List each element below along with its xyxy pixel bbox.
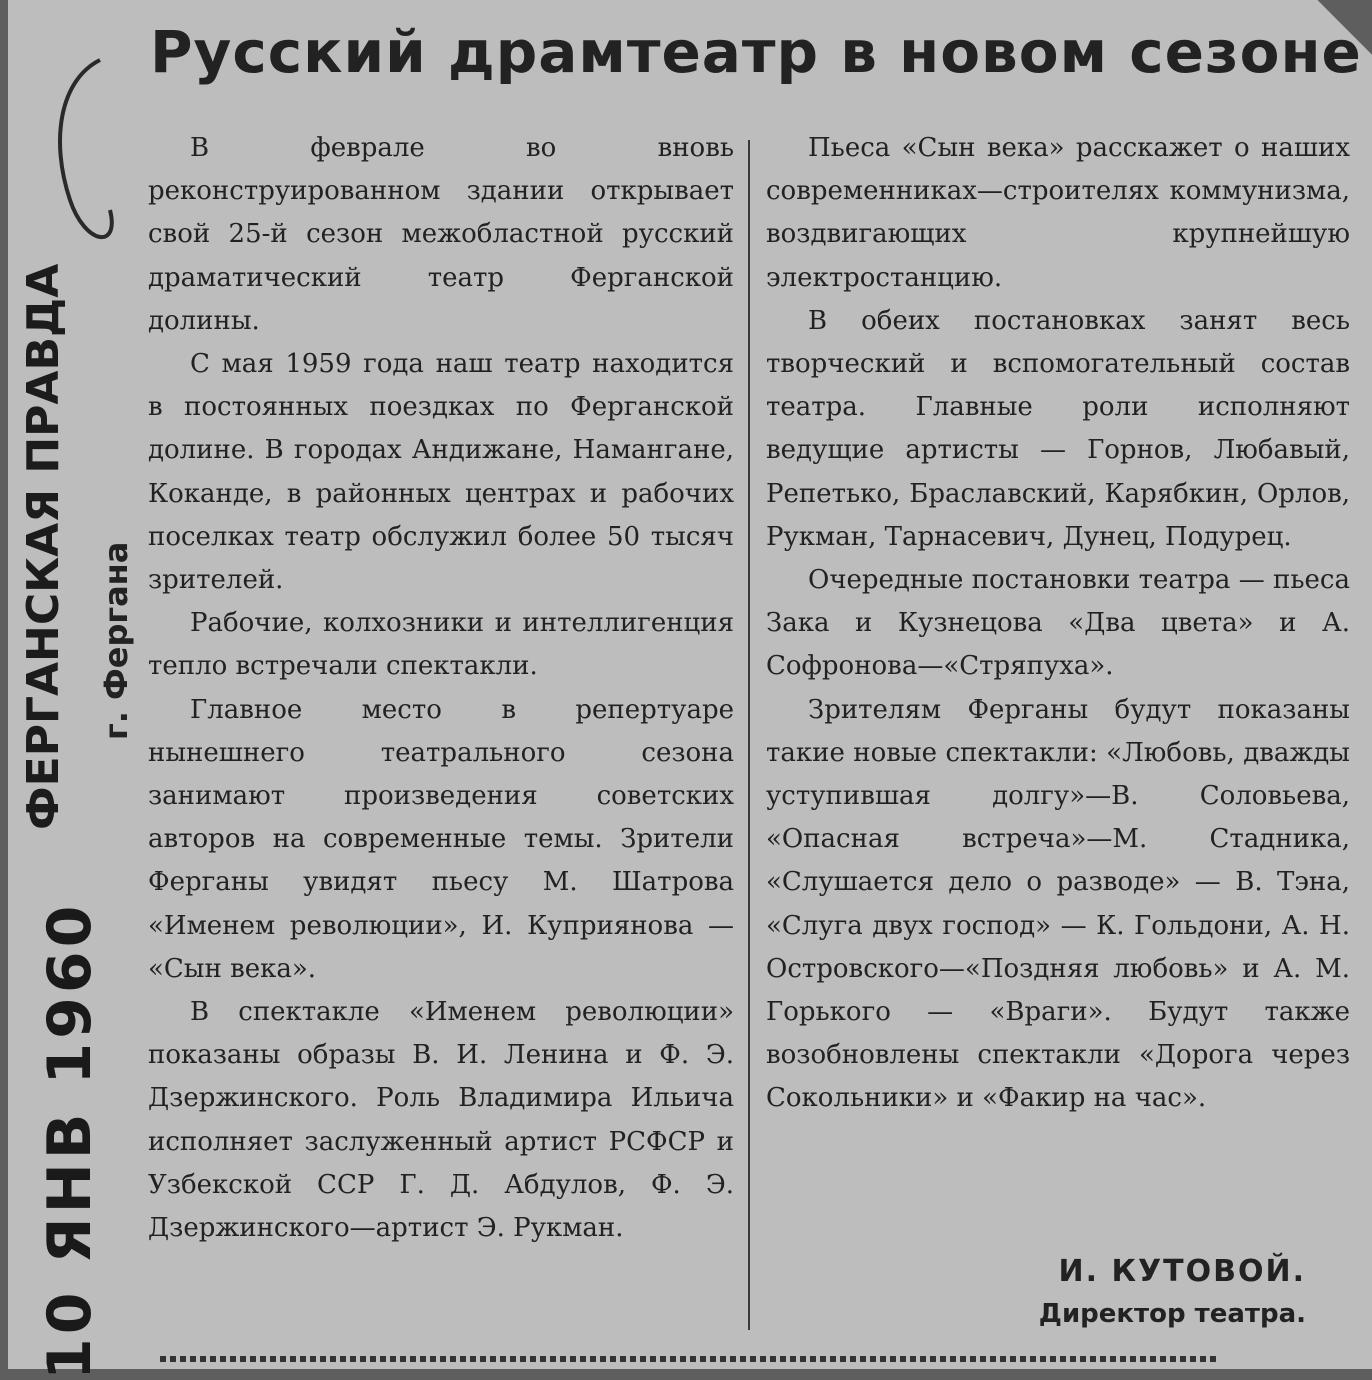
article-column-left	[148, 127, 734, 1250]
bottom-dotted-rule	[160, 1356, 1220, 1362]
article-paragraph: В спектакле «Именем революции» показаны образы В. И. Ленина и Ф. Э. Дзержинского. Роль Владимира Ильича исполняет заслуженный артист РСФСР и Узбекской ССР Г. Д. Абдулов, Ф. Э. Дзержинского—артист Э. Рукман.	[148, 997, 734, 1244]
article-paragraph: Пьеса «Сын века» расскажет о наших современниках—строителях коммунизма, воздвигающих крупнейшую электростанцию.	[766, 133, 1350, 293]
article-paragraph: Главное место в репертуаре нынешнего театрального сезона занимают произведения советских авторов на современные темы. Зрители Ферганы увидят пьесу М. Шатрова «Именем революции», И. Куприянова — «Сын века».	[148, 694, 734, 984]
newspaper-stamp-text: ФЕРГАНСКАЯ ПРАВДА	[18, 263, 69, 830]
author-name: И. КУТОВОЙ.	[1058, 1254, 1306, 1289]
article-headline: Русский драмтеатр в новом сезоне	[150, 18, 1362, 86]
article-paragraph: В феврале во вновь реконструированном здании открывает свой 25-й сезон межобластной русский драматический театр Ферганской долины.	[148, 133, 734, 336]
date-stamp-text: 10 ЯНВ 1960	[35, 901, 105, 1380]
article-signature	[1039, 1250, 1306, 1334]
article-paragraph: Рабочие, колхозники и интеллигенция тепло встречали спектакли.	[148, 608, 734, 682]
article-paragraph: В обеих постановках занят весь творческий и вспомогательный состав театра. Главные роли исполняют ведущие артисты — Горнов, Любавый, Репетько, Браславский, Карябкин, Орлов, Рукман, Тарнасевич, Дунец, Подурец.	[766, 305, 1350, 552]
pen-scribble	[40, 50, 120, 300]
article-paragraph: Зрителям Ферганы будут показаны такие новые спектакли: «Любовь, дважды уступившая долгу»—В. Соловьева, «Опасная встреча»—М. Стадника, «Слушается дело о разводе» — В. Тэна, «Слуга двух господ» — К. Гольдони, А. Н. Островского—«Поздняя любовь» и А. М. Горького — «Враги». Будут также возобновлены спектакли «Дорога через Сокольники» и «Факир на час».	[766, 694, 1350, 1114]
article-paragraph: С мая 1959 года наш театр находится в постоянных поездках по Ферганской долине. В городах Андижане, Намангане, Коканде, в районных центрах и рабочих поселках театр обслужил более 50 тысяч зрителей.	[148, 349, 734, 596]
article-column-right	[766, 127, 1350, 1121]
author-role: Директор театра.	[1038, 1299, 1306, 1329]
city-stamp-text: г. Фергана	[97, 541, 135, 740]
column-divider	[748, 140, 750, 1330]
article-paragraph: Очередные постановки театра — пьеса Зака и Кузнецова «Два цвета» и А. Софронова—«Стряпуха».	[766, 565, 1350, 682]
